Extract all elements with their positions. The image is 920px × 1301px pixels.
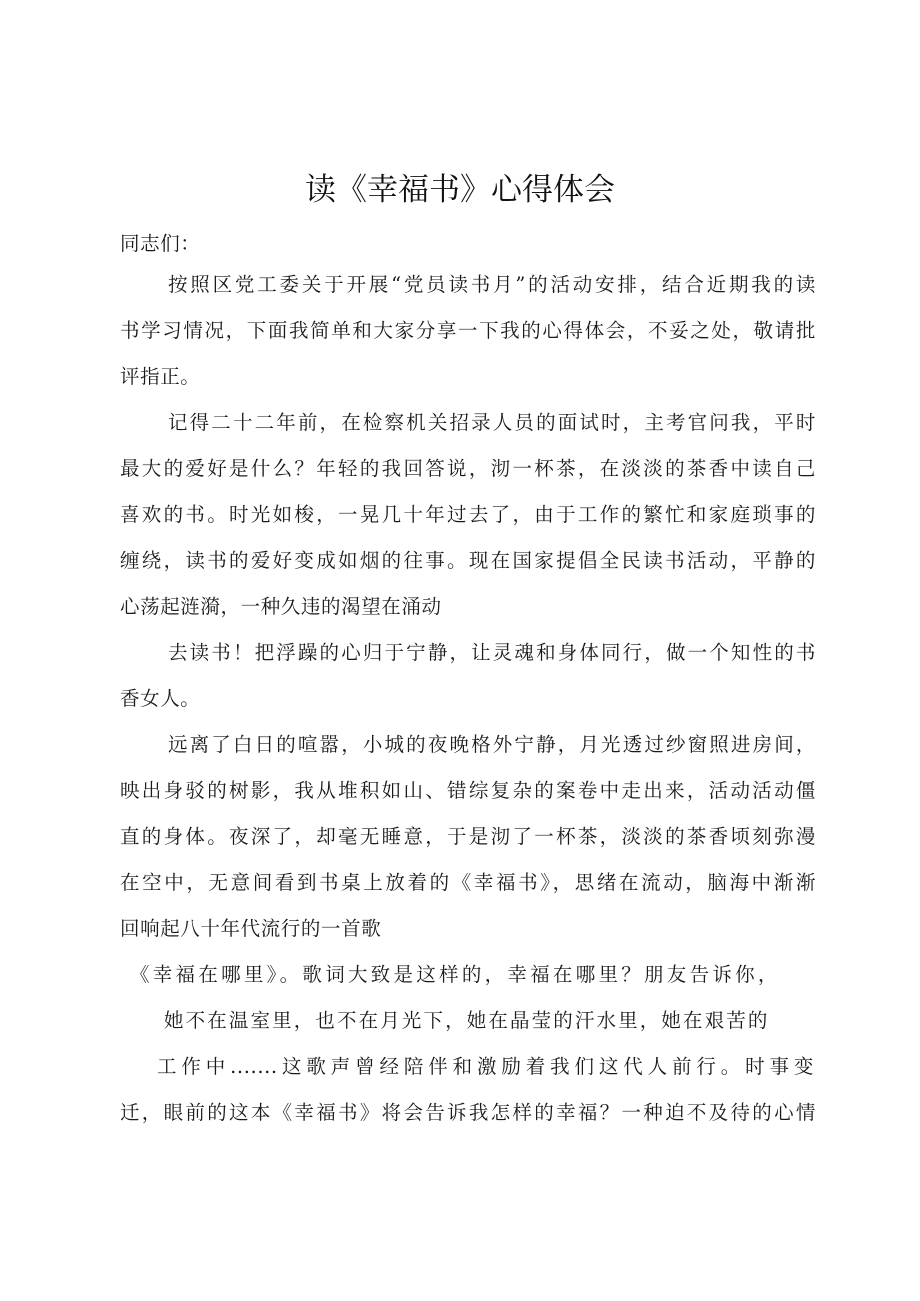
paragraph-line: 心荡起涟漪，一种久违的渴望在涌动	[120, 595, 442, 618]
paragraph-line: 回响起八十年代流行的一首歌	[120, 917, 382, 940]
paragraph-line: 书学习情况，下面我简单和大家分享一下我的心得体会，不妥之处，敬请批	[120, 319, 816, 342]
paragraph-line: 《幸福在哪里》。歌词大致是这样的，幸福在哪里？朋友告诉你，	[130, 963, 778, 986]
paragraph-line: 映出身驳的树影，我从堆积如山、错综复杂的案卷中走出来，活动活动僵	[120, 779, 816, 802]
document-title: 读《幸福书》心得体会	[305, 172, 615, 208]
paragraph-line: 最大的爱好是什么？年轻的我回答说，沏一杯茶，在淡淡的茶香中读自己	[120, 457, 816, 480]
paragraph-line: 直的身体。夜深了，却毫无睡意，于是沏了一杯茶，淡淡的茶香顷刻弥漫	[120, 825, 816, 848]
paragraph-line: 迁，眼前的这本《幸福书》将会告诉我怎样的幸福？一种迫不及待的心情	[120, 1101, 816, 1124]
paragraph-line: 她不在温室里，也不在月光下，她在晶莹的汗水里，她在艰苦的	[164, 1009, 768, 1032]
paragraph-line: 记得二十二年前，在检察机关招录人员的面试时，主考官问我，平时	[168, 411, 816, 434]
paragraph-line: 缠绕，读书的爱好变成如烟的往事。现在国家提倡全民读书活动，平静的	[120, 549, 816, 572]
paragraph-line: 在空中，无意间看到书桌上放着的《幸福书》，思绪在流动，脑海中渐渐	[120, 871, 816, 894]
salutation: 同志们：	[120, 232, 201, 255]
paragraph-line: 去读书！把浮躁的心归于宁静，让灵魂和身体同行，做一个知性的书	[168, 641, 816, 664]
paragraph-line: 喜欢的书。时光如梭，一晃几十年过去了，由于工作的繁忙和家庭琐事的	[120, 503, 816, 526]
paragraph-line: 按照区党工委关于开展“党员读书月”的活动安排，结合近期我的读	[168, 273, 816, 296]
paragraph-line: 香女人。	[120, 687, 201, 710]
paragraph-line: 工作中.......这歌声曾经陪伴和激励着我们这代人前行。时事变	[157, 1055, 814, 1078]
paragraph-line: 评指正。	[120, 365, 201, 388]
paragraph-line: 远离了白日的喧嚣，小城的夜晚格外宁静，月光透过纱窗照进房间，	[168, 733, 816, 756]
